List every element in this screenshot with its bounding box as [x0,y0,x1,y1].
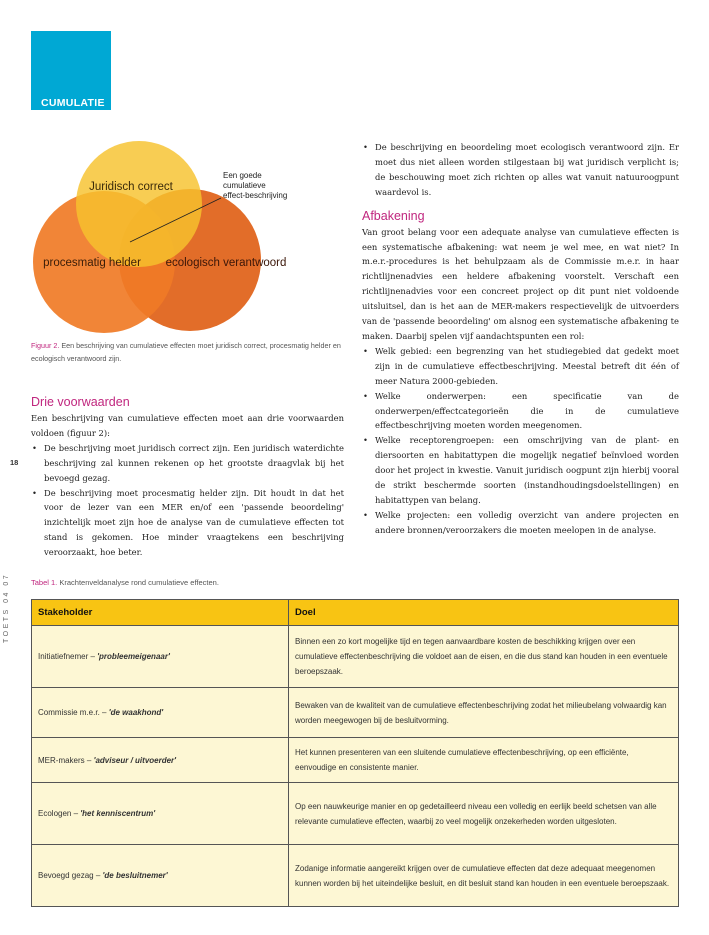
venn-label-left: procesmatig helder [43,257,141,269]
stakeholder-cell [32,626,289,688]
goal-cell: Zodanige informatie aangereikt krijgen over de cumulatieve effecten dat deze adequaat meegenomen kunnen worden bij het uiteindelijke besluit, en dit besluit stand kan houden in een eventuele beroepszaak. [289,845,679,907]
intro-paragraph: Een beschrijving van cumulatieve effecten moet aan drie voorwaarden voldoen (figuur 2): [31,413,344,438]
goal-cell: Bewaken van de kwaliteit van de cumulatieve effectenbeschrijving zodat het milieubelang volwaardig kan worden meegewogen bij de besluitvorming. [289,688,679,738]
list-item: • Welke receptorengroepen: een omschrijving van de plant- en diersoorten en habitattypen die mogelijk negatief beïnvloed worden door het project in kwestie. Vanuit juridisch oogpunt zijn hierbij vooral de strikt beschermde soorten (instandhoudingsdoelstellingen) en habitattypen van belang. [362,433,679,508]
stakeholder-role: Initiatiefnemer – [38,652,98,661]
figure-caption [31,339,346,365]
table-caption-text: Krachtenveldanalyse rond cumulatieve effecten. [57,578,219,587]
stakeholder-tag: 'de waakhond' [108,708,164,717]
venn-annotation-line1: Een goede [223,171,262,180]
attention-points-list [362,344,679,538]
stakeholder-tag: 'adviseur / uitvoerder' [93,755,177,765]
venn-label-right: ecologisch verantwoord [165,257,287,269]
right-column [362,140,679,538]
venn-annotation-line2: cumulatieve [223,181,266,190]
table-caption [31,578,219,587]
side-label-text: TOETS 04 07 [3,572,10,643]
page-number: 18 [10,458,19,467]
list-item: • De beschrijving moet juridisch correct zijn. Een juridisch waterdichte beschrijving zal kunnen rekenen op het grootste draagvlak bij het bevoegd gezag. [31,441,344,486]
stakeholder-tag: 'de besluitnemer' [102,871,168,880]
venn-annotation-line3: effect-beschrijving [223,191,288,200]
section-badge-label: CUMULATIE [41,97,105,109]
venn-label-top: Juridisch correct [89,181,173,193]
heading-drie-voorwaarden: Drie voorwaarden [31,395,130,409]
column-header: Doel [289,600,679,626]
stakeholder-cell [32,738,289,783]
list-item: • Welke projecten: een volledig overzicht van andere projecten en andere bronnen/veroorzakers die moeten meelopen in de analyse. [362,508,679,538]
figure-caption-text: Een beschrijving van cumulatieve effecten moet juridisch correct, procesmatig helder en ecologisch verantwoord zijn. [31,341,341,363]
side-label [3,572,17,645]
column-header: Stakeholder [32,600,289,626]
stakeholder-tag: 'het kenniscentrum' [80,809,156,818]
table-row [32,626,679,688]
stakeholder-role: Ecologen – [38,809,81,818]
list-item: • De beschrijving moet procesmatig helder zijn. Dit houdt in dat het voor de lezer van een MER en/of een 'passende beoordeling' inzichtelijk moet zijn hoe de analyse van de cumulatieve effecten tot stand is gekomen. Hoe minder vraagtekens een beschrijving veroorzaakt, hoe beter. [31,486,344,561]
list-item: • De beschrijving en beoordeling moet ecologisch verantwoord zijn. Er moet dus niet alleen worden stilgestaan bij wat juridisch verplicht is; de beschouwing moet zich richten op alles wat vanuit natuuroogpunt waardevol is. [362,140,679,200]
venn-diagram [28,138,338,338]
stakeholder-role: MER-makers – [38,755,94,765]
table-row [32,845,679,907]
stakeholder-table [31,599,679,907]
top-bullet-list [362,140,679,200]
table-row [32,783,679,845]
left-column [31,393,344,560]
table-row [32,688,679,738]
stakeholder-cell [32,783,289,845]
stakeholder-cell [32,845,289,907]
stakeholder-tag: 'probleemeigenaar' [97,652,170,661]
heading-afbakening: Afbakening [362,208,425,223]
stakeholder-role: Commissie m.e.r. – [38,708,109,717]
list-item: • Welk gebied: een begrenzing van het studiegebied dat gedekt moet zijn in de cumulatieve effectbeschrijving. Meestal betreft dit één of meer Natura 2000-gebieden. [362,344,679,389]
list-item: • Welke onderwerpen: een specificatie van de onderwerpen/effectcategorieën die in de cumulatieve effectbeschrijving moeten worden meegenomen. [362,389,679,434]
table-row [32,738,679,783]
figure-caption-label: Figuur 2. [31,341,60,350]
goal-cell: Binnen een zo kort mogelijke tijd en tegen aanvaardbare kosten de beschikking krijgen over een cumulatieve effectenbeschrijving die voldoet aan de eisen, en die dus stand kan houden in een eventuele beroepszaak. [289,626,679,688]
stakeholder-role: Bevoegd gezag – [38,871,103,880]
table-header-row [32,600,679,626]
goal-cell: Op een nauwkeurige manier en op gedetailleerd niveau een volledig en eerlijk beeld schetsen van alle relevante cumulatieve effecten, waarbij zo veel mogelijk onzekerheden worden uitgesloten. [289,783,679,845]
goal-cell: Het kunnen presenteren van een sluitende cumulatieve effectenbeschrijving, op een efficiënte, eenvoudige en consistente manier. [289,738,679,783]
table-caption-label: Tabel 1. [31,578,58,587]
conditions-list [31,441,344,560]
stakeholder-cell [32,688,289,738]
section-badge [31,31,111,110]
afbakening-paragraph: Van groot belang voor een adequate analyse van cumulatieve effecten is een systematische afbakening: wat neem je wel mee, en wat niet? In m.e.r.-procedures is het behulpzaam als de Commissie m.e.r. in haar richtlijnenadvies een heldere afbakening voorstelt. Verschaft een richtlijnenadvies voor een concreet project op dit punt niet voldoende uitsluitsel, dan is het aan de MER-makers respectievelijk de uitvoerders van de 'passende beoordeling' om alsnog een systematische afbakening te maken. Daarbij spelen vijf aandachtspunten een rol: [362,226,679,341]
venn-circle-top [76,141,202,267]
